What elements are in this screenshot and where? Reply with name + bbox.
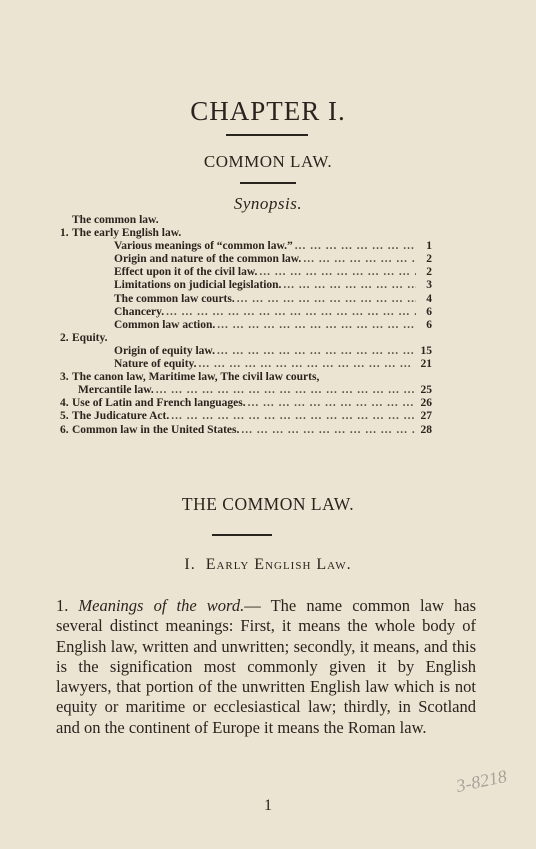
synopsis-entry-label: Mercantile law.: [78, 384, 154, 397]
section-rule: [240, 182, 296, 184]
synopsis-entry: [60, 410, 432, 423]
synopsis-entry-number: 2.: [60, 331, 69, 344]
dot-leader: [171, 410, 416, 423]
synopsis-entry: [60, 319, 432, 332]
synopsis-entry-page: 2: [426, 266, 432, 279]
synopsis-entry: [60, 424, 432, 437]
section-heading: COMMON LAW.: [203, 152, 333, 171]
synopsis-entry-number: 4.: [60, 397, 69, 410]
synopsis-entry-page: 15: [420, 344, 432, 357]
synopsis-list: [60, 214, 432, 437]
synopsis-entry-page: 2: [426, 253, 432, 266]
synopsis-entry: [60, 279, 432, 292]
part-rule: [212, 534, 272, 536]
synopsis-entry: [60, 293, 432, 306]
paragraph-number: 1.: [56, 596, 69, 615]
synopsis-entry-label: The common law courts.: [114, 292, 235, 305]
paragraph-title: Meanings of the word.: [78, 596, 245, 615]
synopsis-entry: [60, 240, 432, 253]
synopsis-entry-page: 27: [420, 410, 432, 423]
synopsis-entry-label: The early English law.: [72, 227, 182, 240]
synopsis-entry-label: Effect upon it of the civil law.: [114, 266, 258, 279]
page-number: 1: [264, 797, 272, 814]
synopsis-entry: [60, 227, 432, 240]
synopsis-entry-label: Equity.: [72, 331, 108, 344]
synopsis-entry: [60, 266, 432, 279]
synopsis-entry: [60, 332, 432, 345]
dot-leader: [217, 319, 416, 332]
synopsis-entry: [60, 253, 432, 266]
dot-leader: [237, 293, 416, 306]
synopsis-entry-label: Origin and nature of the common law.: [114, 253, 302, 266]
dot-leader: [241, 424, 416, 437]
dot-leader: [295, 240, 416, 253]
synopsis-entry-label: Various meanings of “common law.”: [114, 240, 293, 253]
dot-leader: [283, 279, 416, 292]
synopsis-entry-label: Nature of equity.: [114, 358, 197, 371]
dot-leader: [199, 358, 416, 371]
pencil-annotation: 3-8218: [454, 765, 509, 797]
synopsis-heading: Synopsis.: [233, 194, 303, 213]
synopsis-entry-number: 1.: [60, 227, 69, 240]
dot-leader: [156, 384, 416, 397]
synopsis-entry-label: Use of Latin and French languages.: [72, 397, 246, 410]
paragraph-dash: —: [244, 596, 261, 615]
paragraph-1: [56, 596, 476, 738]
subsection-title: Early English Law.: [205, 556, 352, 573]
heading-rule: [226, 134, 308, 136]
synopsis-entry: [60, 214, 432, 227]
synopsis-entry-number: 3.: [60, 371, 69, 384]
synopsis-entry-page: 26: [420, 397, 432, 410]
synopsis-entry-page: 6: [426, 305, 432, 318]
synopsis-entry-page: 6: [426, 318, 432, 331]
chapter-heading: CHAPTER I.: [190, 96, 346, 126]
dot-leader: [259, 266, 416, 279]
synopsis-entry-number: 5.: [60, 410, 69, 423]
synopsis-entry-label: Limitations on judicial legislation.: [114, 279, 282, 292]
synopsis-entry-number: 6.: [60, 423, 69, 436]
dot-leader: [217, 345, 416, 358]
synopsis-entry-page: 1: [426, 240, 432, 253]
synopsis-entry-page: 3: [426, 279, 432, 292]
synopsis-entry-label: The Judicature Act.: [72, 410, 170, 423]
part-heading: THE COMMON LAW.: [181, 494, 355, 514]
synopsis-entry-label: Origin of equity law.: [114, 344, 215, 357]
synopsis-entry: [60, 345, 432, 358]
subsection-heading: [0, 556, 536, 574]
synopsis-entry-label: The canon law, Maritime law, The civil law courts,: [72, 371, 320, 384]
synopsis-entry-label: Chancery.: [114, 305, 165, 318]
dot-leader: [166, 306, 416, 319]
synopsis-entry-label: Common law in the United States.: [72, 423, 240, 436]
dot-leader: [248, 397, 416, 410]
synopsis-entry: [60, 371, 432, 384]
subsection-number: I.: [184, 556, 196, 573]
synopsis-entry: [60, 397, 432, 410]
synopsis-entry-label: Common law action.: [114, 318, 216, 331]
synopsis-entry: [60, 306, 432, 319]
synopsis-entry: [60, 384, 432, 397]
synopsis-entry: [60, 358, 432, 371]
synopsis-entry-label: The common law.: [72, 214, 159, 226]
paragraph-text: The name common law has several distinct meanings: First, it means the whole body of English law, written and unwritten; secondly, it means, and this is the signification most commonly given it by English lawyers, that portion of the unwritten English law which is not equity or maritime or ecclesiastical law; thirdly, in Scotland and on the continent of Europe it means the Roman law.: [56, 596, 476, 737]
synopsis-entry-page: 21: [420, 358, 432, 371]
synopsis-entry-page: 28: [420, 423, 432, 436]
synopsis-entry-page: 4: [426, 292, 432, 305]
dot-leader: [303, 253, 416, 266]
synopsis-entry-page: 25: [420, 384, 432, 397]
